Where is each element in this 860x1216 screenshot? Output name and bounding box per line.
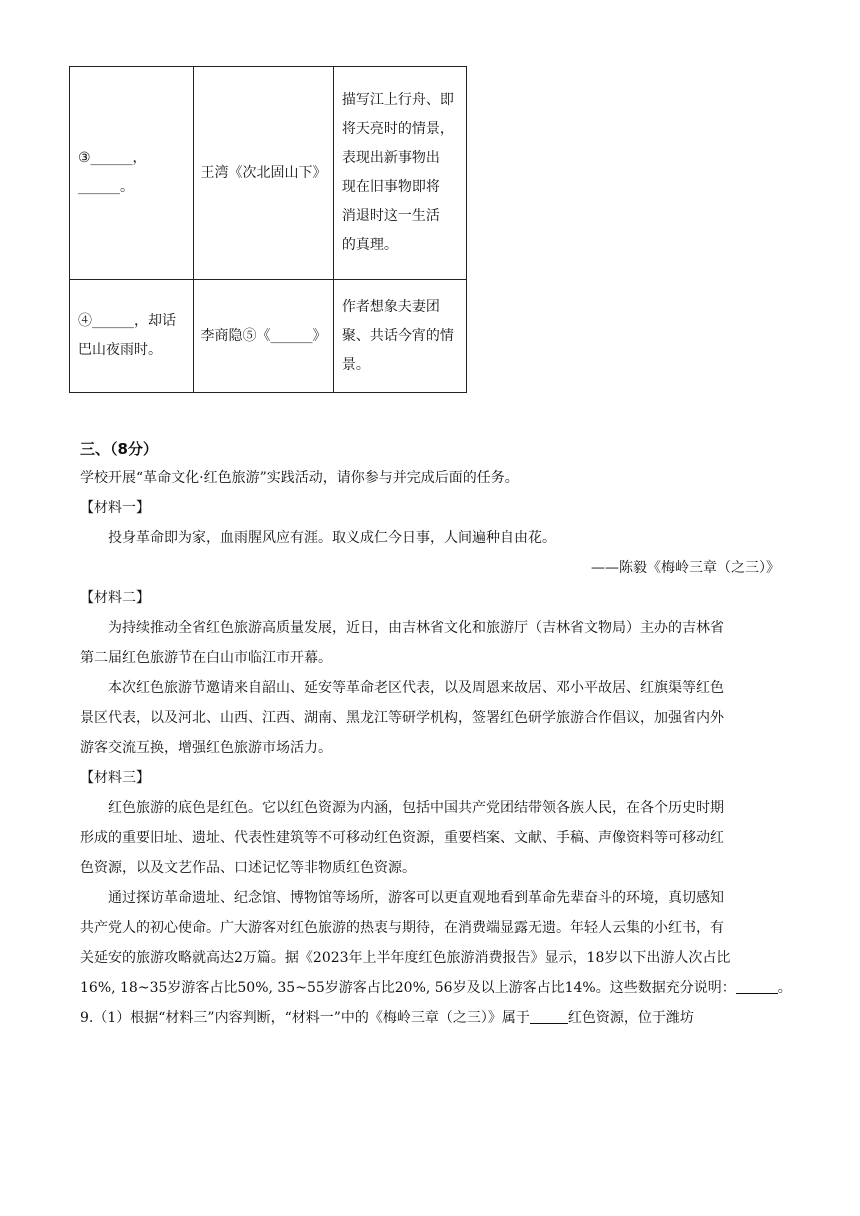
paragraph-line (80, 973, 792, 1003)
cell-line: 描写江上行舟、即 (341, 92, 454, 108)
cell-line: 表现出新事物出 (341, 150, 440, 166)
cell-line: 现在旧事物即将 (341, 179, 440, 195)
table-row (70, 67, 467, 280)
cell-line: 景。 (341, 356, 370, 373)
blank-cell (70, 280, 194, 393)
description-cell (333, 67, 466, 280)
section-body (80, 463, 792, 1033)
paragraph-line: 色资源，以及文艺作品、口述记忆等非物质红色资源。 (80, 860, 416, 876)
cell-line: ④______，却话 (78, 313, 176, 329)
period-text: 。 (777, 980, 792, 996)
paragraph-line: 游客交流互换，增强红色旅游市场活力。 (80, 740, 332, 756)
cell-line: ③______， (78, 150, 147, 166)
material-3-label: 【材料三】 (80, 770, 150, 786)
author-cell: 李商隐⑤《______》 (194, 280, 334, 393)
paragraph-line: 本次红色旅游节邀请来自韶山、延安等革命老区代表，以及周恩来故居、邓小平故居、红旗渠等红色 (108, 680, 724, 696)
cell-line: 消退时这一生活 (341, 208, 440, 224)
cell-line: 聚、共话今宵的情 (341, 327, 454, 344)
paragraph-line: 景区代表，以及河北、山西、江西、湖南、黑龙江等研学机构，签署红色研学旅游合作倡议，加强省内外 (80, 710, 724, 726)
section-heading: 三、（8分） (80, 440, 158, 458)
material-1-source: ——陈毅《梅岭三章（之三）》 (591, 560, 780, 576)
cell-line: 将天亮时的情景， (341, 121, 454, 137)
material-1-label: 【材料一】 (80, 500, 150, 516)
blank-cell (70, 67, 194, 280)
statistics-text: 16%, 18~35岁游客占比50%, 35~55岁游客占比20%, 56岁及以上游客占比14%。这些数据充分说明： (80, 980, 736, 996)
author-cell: 王湾《次北固山下》 (194, 67, 334, 280)
paragraph-line: 形成的重要旧址、遗址、代表性建筑等不可移动红色资源，重要档案、文献、手稿、声像资料等可移动红 (80, 830, 724, 846)
cell-line: 的真理。 (341, 237, 398, 253)
paragraph-line: 共产党人的初心使命。广大游客对红色旅游的热衷与期待，在消费端显露无遗。年轻人云集的小红书，有 (80, 920, 724, 936)
paragraph-line: 第二届红色旅游节在白山市临江市开幕。 (80, 650, 332, 666)
paragraph-line: 为持续推动全省红色旅游高质量发展，近日，由吉林省文化和旅游厅（吉林省文物局）主办的吉林省 (108, 620, 724, 636)
cell-line: ______。 (78, 179, 134, 195)
question-text-cont: 红色资源，位于潍坊 (567, 1010, 694, 1026)
cell-line: 巴山夜雨时。 (78, 342, 162, 358)
question-text: 9.（1）根据“材料三”内容判断，“材料一”中的《梅岭三章（之三）》属于 (80, 1010, 530, 1026)
material-1-poem: 投身革命即为家，血雨腥风应有涯。取义成仁今日事，人间遍种自由花。 (108, 530, 556, 546)
paragraph-line: 通过探访革命遗址、纪念馆、博物馆等场所，游客可以更直观地看到革命先辈奋斗的环境，真切感知 (108, 890, 724, 906)
description-cell (333, 280, 466, 393)
question-9 (80, 1003, 780, 1033)
answer-blank[interactable] (530, 1007, 568, 1024)
poem-table (69, 66, 467, 393)
material-2-label: 【材料二】 (80, 590, 150, 606)
intro-text: 学校开展“革命文化·红色旅游”实践活动，请你参与并完成后面的任务。 (80, 470, 519, 486)
answer-blank[interactable] (736, 977, 778, 994)
paragraph-line: 关延安的旅游攻略就高达2万篇。据《2023年上半年度红色旅游消费报告》显示，18岁以下出游人次占比 (80, 950, 731, 966)
paragraph-line: 红色旅游的底色是红色。它以红色资源为内涵，包括中国共产党团结带领各族人民，在各个历史时期 (108, 800, 724, 816)
table-row (70, 280, 467, 393)
cell-line: 作者想象夫妻团 (341, 298, 440, 315)
